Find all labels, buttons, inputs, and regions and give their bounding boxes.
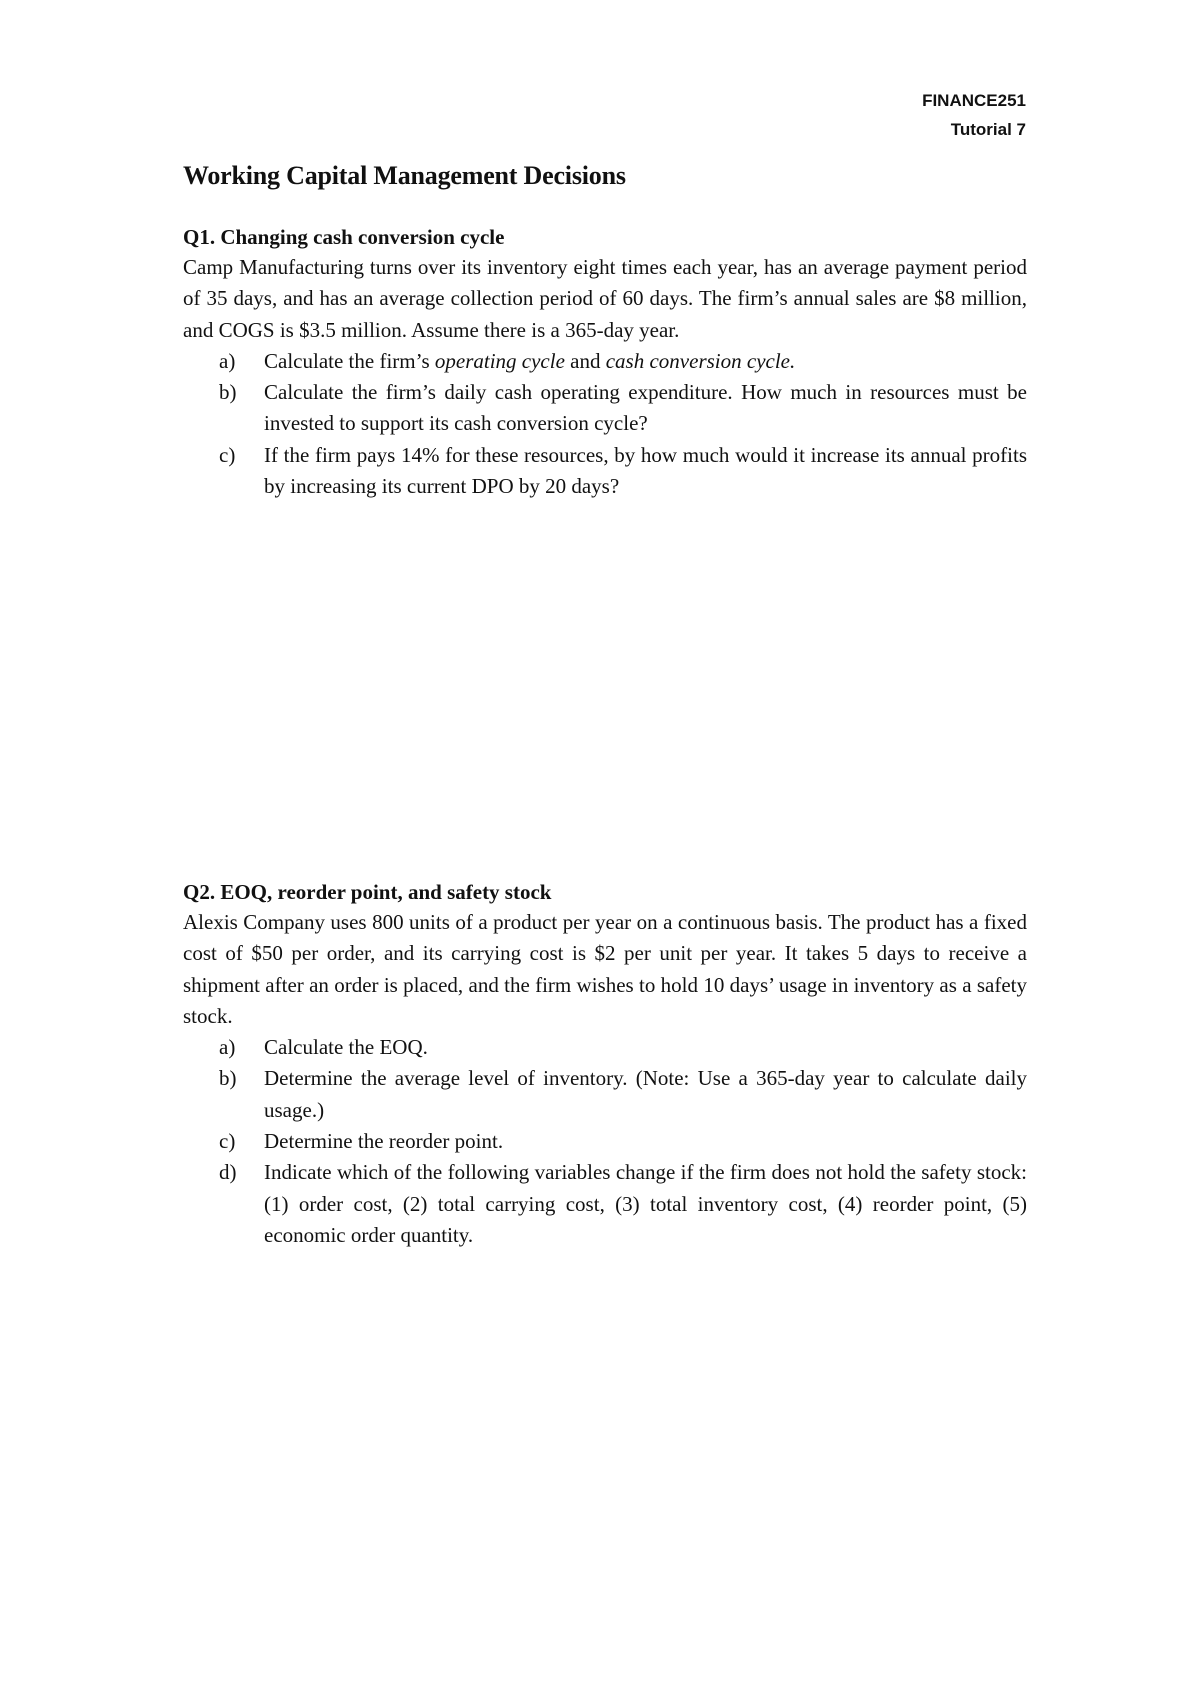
part-text: If the firm pays 14% for these resources, by how much would it increase its annual profits by increasing its current DPO by 20 days? [264,442,1027,499]
page-header [922,86,1026,144]
part-text: Calculate the firm’s daily cash operating expenditure. How much in resources must be invested to support its cash conversion cycle? [264,380,1027,436]
tutorial-number: Tutorial 7 [950,120,1026,139]
part-text: Indicate which of the following variables change if the firm does not hold the safety stock: (1) order cost, (2) total carrying cost, (3) total inventory cost, (4) reorder point, (5) economic order quantity. [264,1160,1027,1247]
question-1 [183,222,1027,502]
part-marker: c) [219,442,236,467]
question-2-part-a [183,1032,1027,1063]
question-1-heading: Q1. Changing cash conversion cycle [183,225,505,249]
part-a-emphasis-operating-cycle: operating cycle [434,348,565,373]
question-2-part-d [183,1157,1027,1251]
page-title: Working Capital Management Decisions [183,161,626,190]
question-2-heading: Q2. EOQ, reorder point, and safety stock [183,880,552,904]
part-text: Calculate the EOQ. [264,1035,428,1060]
part-marker: d) [219,1160,237,1185]
part-a-text-start: Calculate the firm’s [264,348,435,373]
part-marker: b) [219,380,237,405]
question-1-part-b [183,377,1027,440]
course-code: FINANCE251 [922,91,1026,110]
part-a-emphasis-cash-conversion-cycle: cash conversion cycle. [605,348,796,373]
question-2-body: Alexis Company uses 800 units of a product per year on a continuous basis. The product has a fixed cost of $50 per order, and its carrying cost is $2 per unit per year. It takes 5 days to receive a shipment after an order is placed, and the firm wishes to hold 10 days’ usage in inventory as a safety stock. [183,910,1027,1028]
part-marker: a) [219,1035,236,1060]
question-1-body: Camp Manufacturing turns over its inventory eight times each year, has an average payment period of 35 days, and has an average collection period of 60 days. The firm’s annual sales are $8 million, and COGS is $3.5 million. Assume there is a 365-day year. [183,255,1027,342]
part-marker: a) [219,348,236,373]
question-2-parts [183,1032,1027,1251]
question-1-parts [183,346,1027,502]
part-text: Determine the reorder point. [264,1129,504,1154]
part-text [264,346,1027,377]
part-text: Determine the average level of inventory. (Note: Use a 365-day year to calculate daily usage.) [264,1066,1027,1122]
question-2-part-c [183,1126,1027,1157]
question-1-part-a [183,346,1027,377]
question-2 [183,877,1027,1251]
question-1-part-c [183,440,1027,503]
part-a-text-middle: and [564,348,606,373]
part-marker: b) [219,1066,237,1091]
question-2-part-b [183,1063,1027,1126]
part-marker: c) [219,1129,236,1154]
